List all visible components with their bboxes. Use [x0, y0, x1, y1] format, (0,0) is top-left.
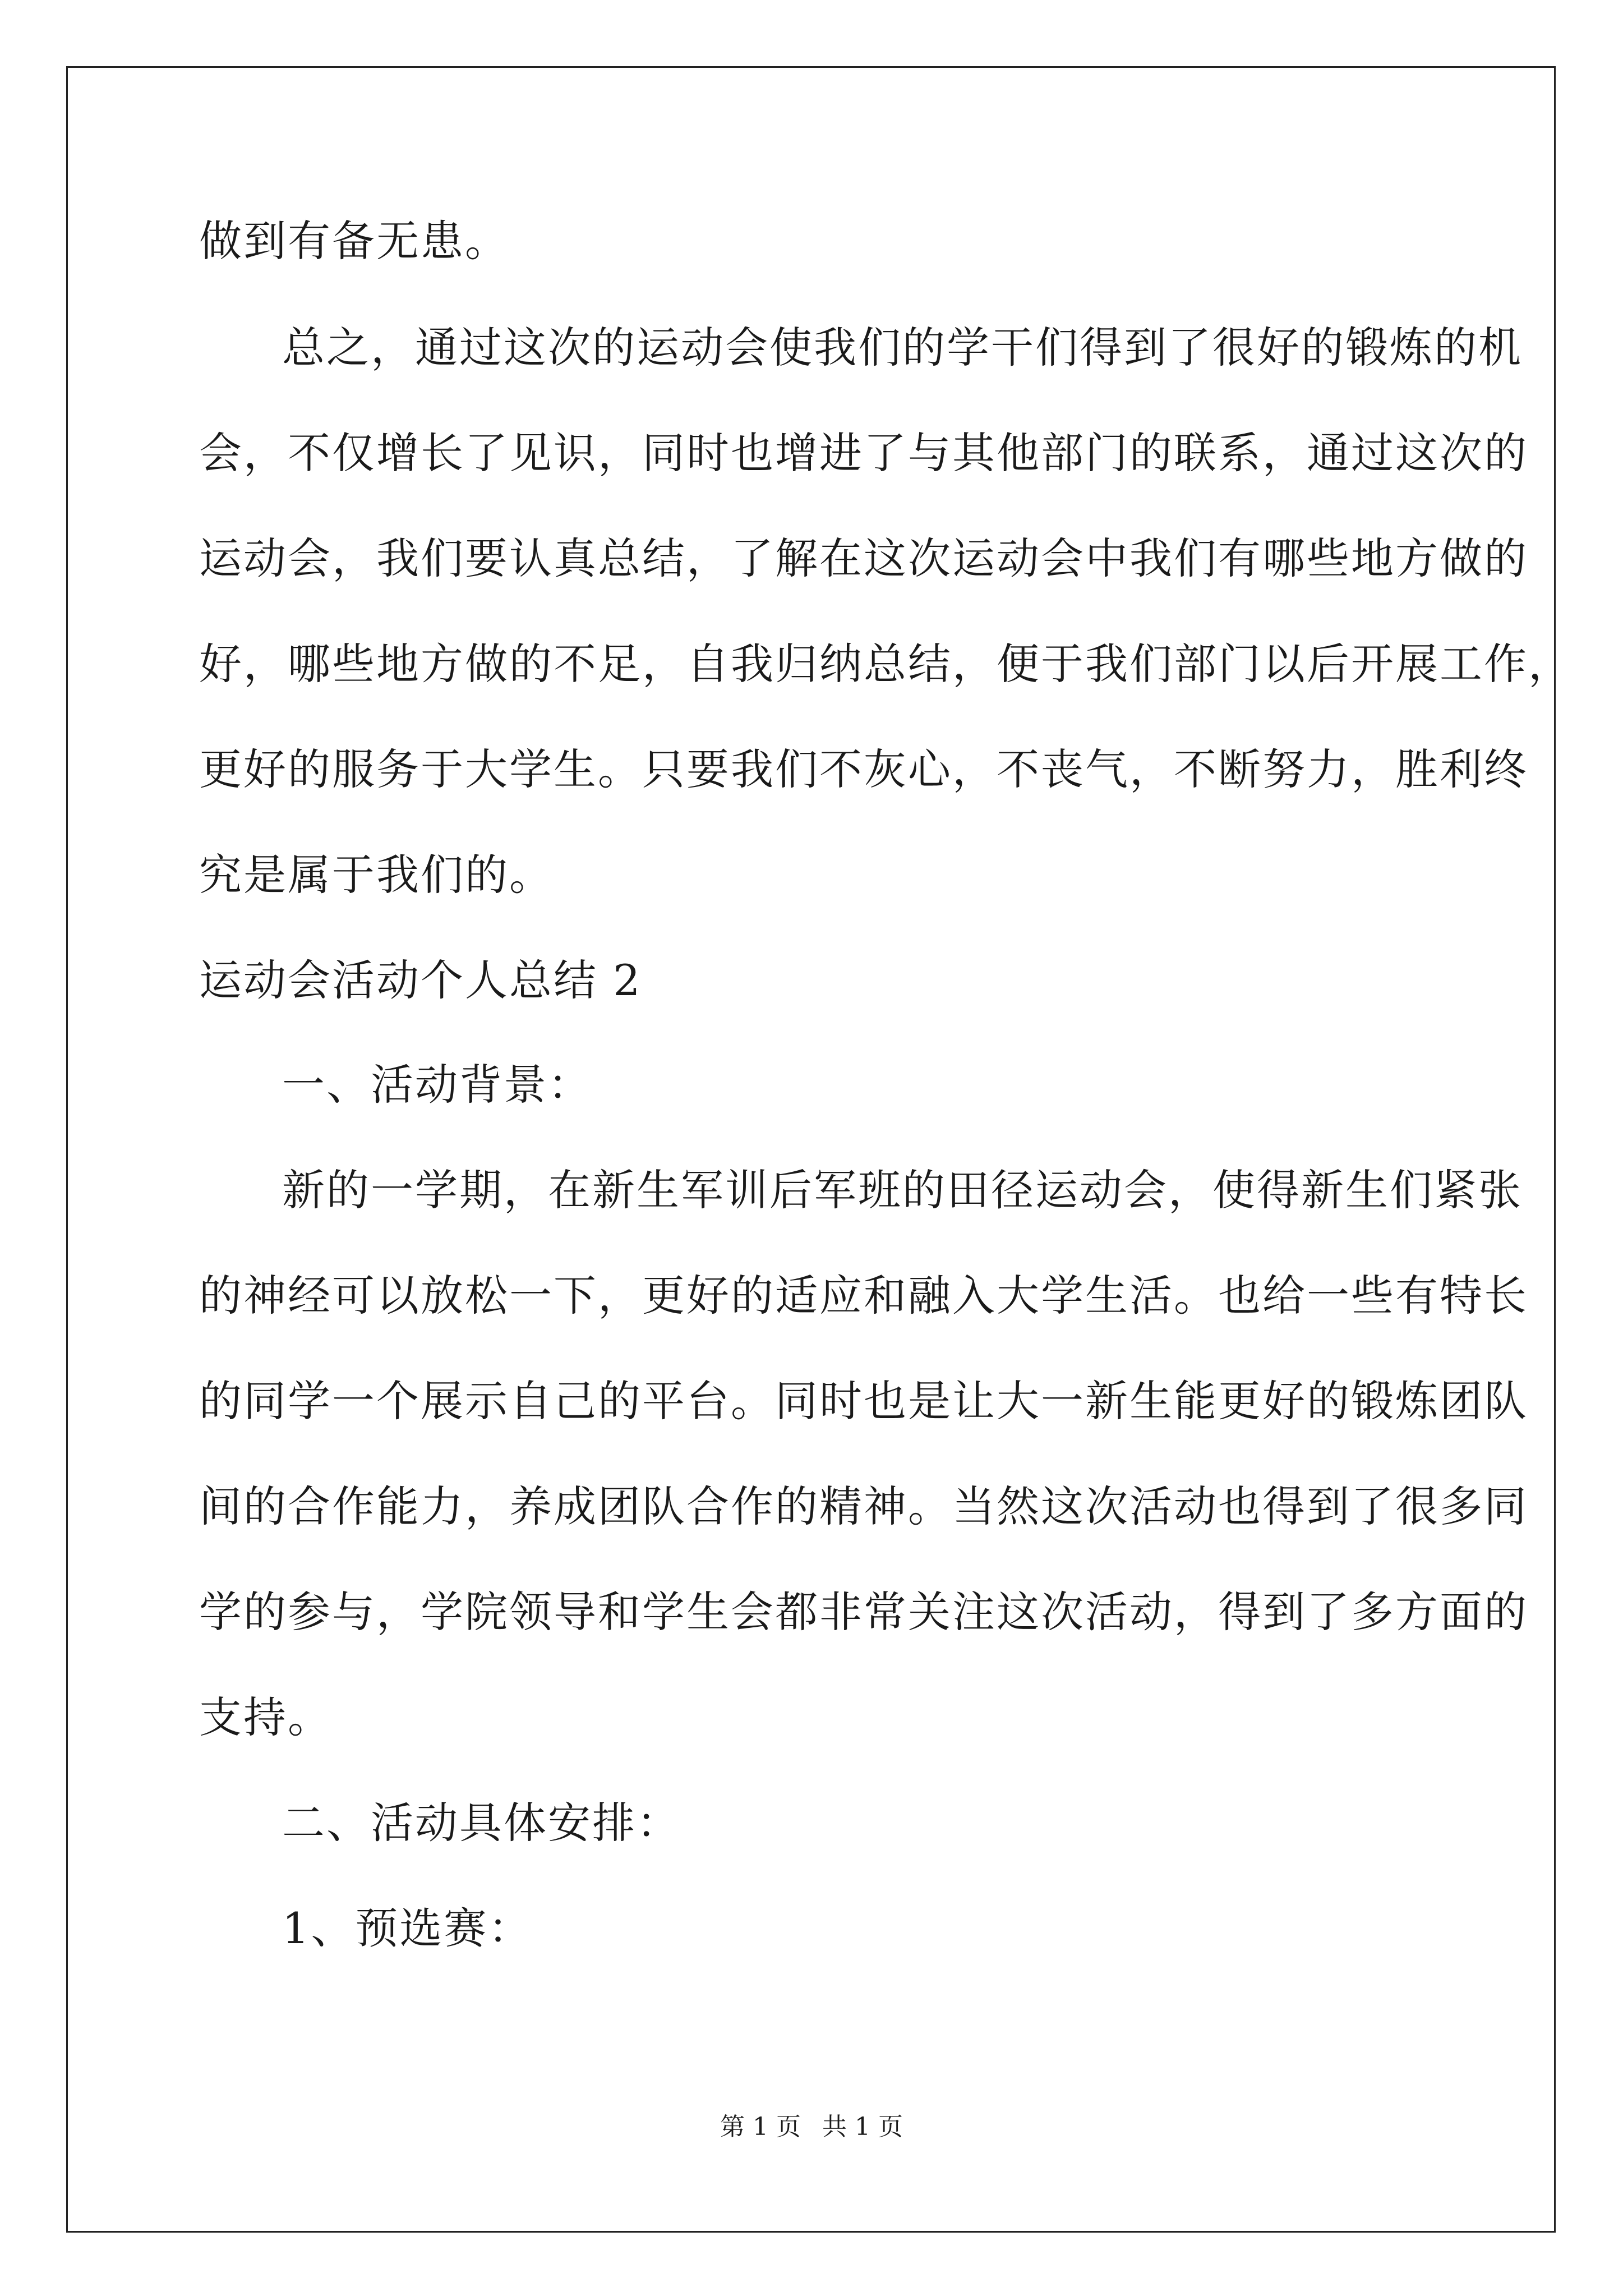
paragraph-line: 学的参与，学院领导和学生会都非常关注这次活动，得到了多方面的 — [199, 1587, 1528, 1637]
section-title: 运动会活动个人总结 2 — [199, 955, 642, 1005]
paragraph-line: 总之，通过这次的运动会使我们的学干们得到了很好的锻炼的机 — [282, 323, 1523, 372]
paragraph-line: 究是属于我们的。 — [199, 850, 554, 900]
page-number: 第 1 页 — [720, 2113, 801, 2141]
paragraph-line: 好，哪些地方做的不足，自我归纳总结，便于我们部门以后开展工作， — [199, 639, 1573, 689]
paragraph-line: 间的合作能力，养成团队合作的精神。当然这次活动也得到了很多同 — [199, 1481, 1528, 1531]
paragraph-line: 支持。 — [199, 1692, 332, 1742]
paragraph-line: 更好的服务于大学生。只要我们不灰心，不丧气，不断努力，胜利终 — [199, 744, 1528, 794]
paragraph-line: 的神经可以放松一下，更好的适应和融入大学生活。也给一些有特长 — [199, 1271, 1528, 1320]
paragraph-line: 运动会，我们要认真总结，了解在这次运动会中我们有哪些地方做的 — [199, 533, 1528, 583]
paragraph-line: 的同学一个展示自己的平台。同时也是让大一新生能更好的锻炼团队 — [199, 1376, 1528, 1426]
paragraph-line: 会，不仅增长了见识，同时也增进了与其他部门的联系，通过这次的 — [199, 428, 1528, 478]
section-heading: 一、活动背景： — [282, 1060, 592, 1110]
page-footer — [0, 2110, 1623, 2144]
total-pages: 共 1 页 — [822, 2113, 903, 2141]
section-heading: 二、活动具体安排： — [282, 1798, 681, 1848]
list-item: 1、预选赛： — [282, 1903, 533, 1953]
paragraph-line: 新的一学期，在新生军训后军班的田径运动会，使得新生们紧张 — [282, 1165, 1523, 1215]
paragraph-line: 做到有备无患。 — [199, 216, 509, 266]
